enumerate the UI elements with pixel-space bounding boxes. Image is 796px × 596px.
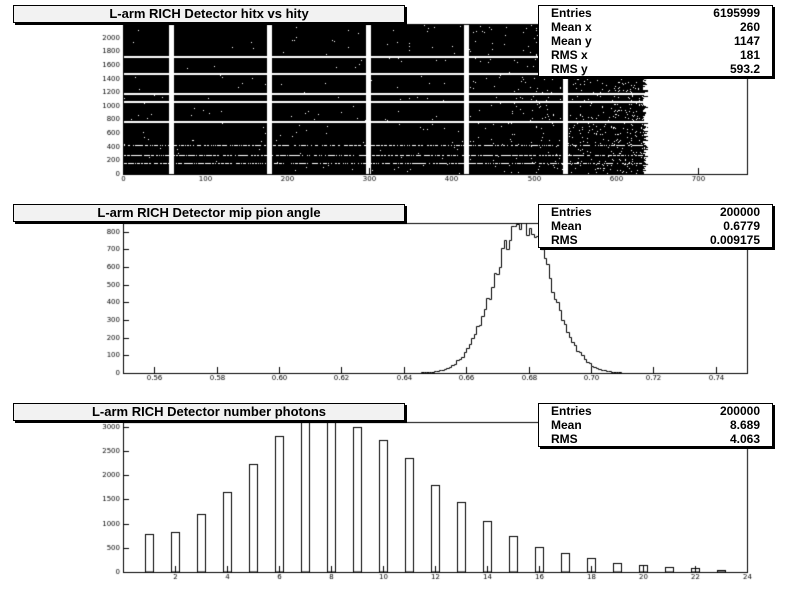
stats-row: Mean 8.689 bbox=[551, 418, 760, 432]
panel3-title: L-arm RICH Detector number photons bbox=[13, 403, 405, 421]
panel2-stats bbox=[538, 204, 773, 248]
stats-row: Entries 6195999 bbox=[551, 6, 760, 20]
panel1-stats bbox=[538, 5, 773, 77]
stats-row: Mean 0.6779 bbox=[551, 219, 760, 233]
stats-row: Entries 200000 bbox=[551, 404, 760, 418]
panel2-title: L-arm RICH Detector mip pion angle bbox=[13, 204, 405, 222]
stats-row: Mean y 1147 bbox=[551, 34, 760, 48]
stats-row: Mean x 260 bbox=[551, 20, 760, 34]
stats-row: Entries 200000 bbox=[551, 205, 760, 219]
stats-row: RMS x 181 bbox=[551, 48, 760, 62]
stats-row: RMS 4.063 bbox=[551, 432, 760, 446]
stats-row: RMS 0.009175 bbox=[551, 233, 760, 247]
panel3-stats bbox=[538, 403, 773, 447]
stats-row: RMS y 593.2 bbox=[551, 62, 760, 76]
panel1-title: L-arm RICH Detector hitx vs hity bbox=[13, 5, 405, 23]
